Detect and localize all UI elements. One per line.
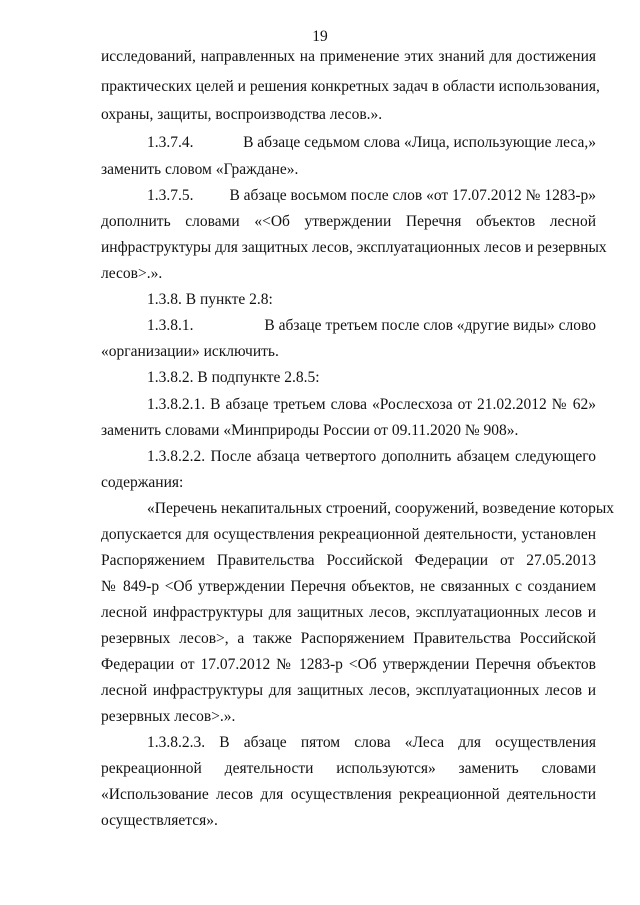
- text-line: резервных лесов>, а также Распоряжением Правительства Российской: [101, 630, 596, 647]
- item-number: 1.3.7.4.: [147, 134, 194, 151]
- text-line: содержания:: [101, 474, 184, 491]
- text-line: 1.3.8. В пункте 2.8:: [147, 291, 273, 308]
- text-line: 1.3.8.2.1. В абзаце третьем слова «Рослесхоза от 21.02.2012 № 62»: [147, 396, 596, 413]
- text-line: охраны, защиты, воспроизводства лесов.».: [101, 106, 383, 123]
- item-text: В абзаце восьмом после слов «от 17.07.2012 № 1283-р»: [229, 187, 596, 204]
- item-text: В абзаце третьем после слов «другие виды» слово: [264, 317, 596, 334]
- text-line: практических целей и решения конкретных задач в области использования,: [101, 78, 600, 95]
- text-line: Федерации от 17.07.2012 № 1283-р <Об утверждении Перечня объектов: [101, 656, 596, 673]
- text-line: лесов>.».: [101, 265, 163, 282]
- text-line: 1.3.8.2. В подпункте 2.8.5:: [147, 369, 320, 386]
- text-line: допускается для осуществления рекреационной деятельности, установлен: [101, 526, 596, 543]
- text-line: рекреационной деятельности используются» заменить словами: [101, 760, 596, 777]
- paragraph-1-3-8-1: [147, 317, 596, 335]
- text-line: заменить словом «Граждане».: [101, 161, 299, 178]
- item-number: 1.3.7.5.: [147, 187, 194, 204]
- text-line: «организации» исключить.: [101, 343, 279, 360]
- text-line: лесной инфраструктуры для защитных лесов, эксплуатационных лесов и: [101, 682, 596, 699]
- item-text: В абзаце седьмом слова «Лица, использующие леса,»: [243, 134, 596, 151]
- paragraph-1-3-7-4: [147, 134, 596, 152]
- text-line: № 849-р <Об утверждении Перечня объектов, не связанных с созданием: [101, 578, 596, 595]
- item-number: 1.3.8.1.: [147, 317, 194, 334]
- text-line: «Использование лесов для осуществления рекреационной деятельности: [101, 786, 596, 803]
- text-line: Распоряжением Правительства Российской Федерации от 27.05.2013: [101, 552, 596, 569]
- text-line: инфраструктуры для защитных лесов, эксплуатационных лесов и резервных: [101, 239, 607, 256]
- text-line: осуществляется».: [101, 812, 218, 829]
- text-line: лесной инфраструктуры для защитных лесов, эксплуатационных лесов и: [101, 604, 596, 621]
- text-line: 1.3.8.2.2. После абзаца четвертого дополнить абзацем следующего: [147, 448, 596, 465]
- paragraph-1-3-7-5: [147, 187, 596, 205]
- text-line: исследований, направленных на применение этих знаний для достижения: [101, 48, 596, 65]
- text-line: 1.3.8.2.3. В абзаце пятом слова «Леса для осуществления: [147, 734, 596, 751]
- text-line: заменить словами «Минприроды России от 09.11.2020 № 908».: [101, 422, 519, 439]
- text-line: резервных лесов>.».: [101, 708, 236, 725]
- text-line: дополнить словами «<Об утверждении Перечня объектов лесной: [101, 213, 596, 230]
- page-number: 19: [312, 28, 328, 45]
- text-line: «Перечень некапитальных строений, сооружений, возведение которых: [147, 500, 614, 517]
